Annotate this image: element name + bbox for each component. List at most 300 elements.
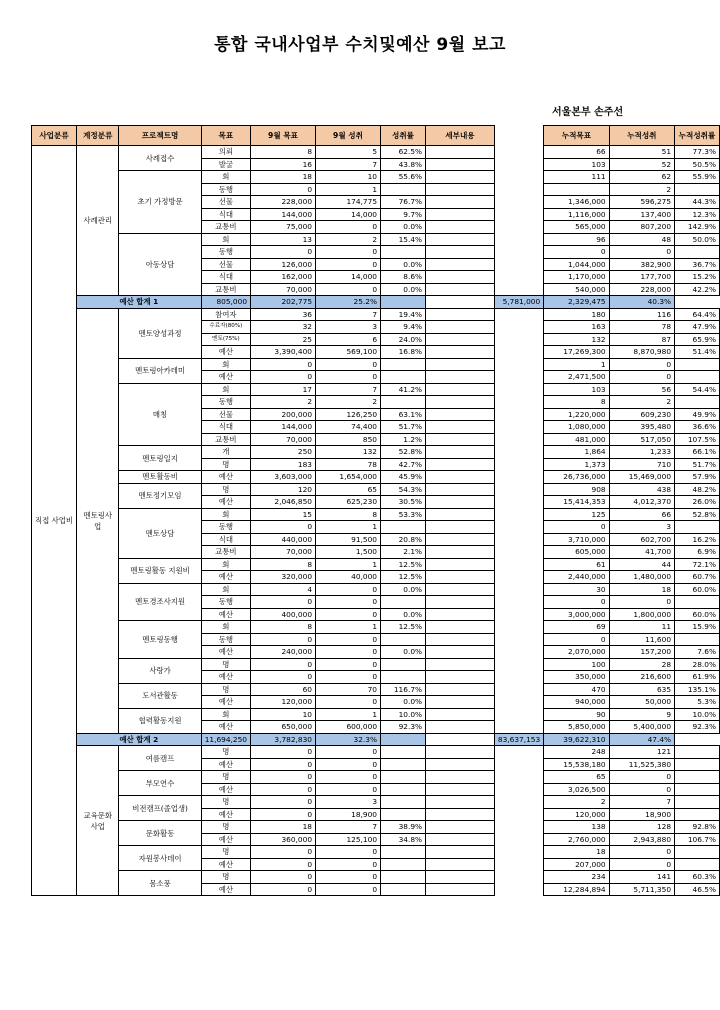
gap-cell <box>494 533 543 546</box>
gap-cell <box>494 558 543 571</box>
value-cell: 360,000 <box>251 833 316 846</box>
value-cell: 103 <box>544 158 609 171</box>
value-cell <box>426 196 495 209</box>
project-name-cell: 매칭 <box>119 383 201 446</box>
value-cell: 7.6% <box>675 646 720 659</box>
gap-cell <box>494 196 543 209</box>
value-cell <box>426 421 495 434</box>
gap-cell <box>494 371 543 384</box>
table-row <box>32 146 720 159</box>
value-cell: 0 <box>609 358 674 371</box>
value-cell: 0.0% <box>381 646 426 659</box>
header-cell: 프로젝트명 <box>119 126 201 146</box>
value-cell: 2 <box>609 396 674 409</box>
value-cell: 481,000 <box>544 433 609 446</box>
subtotal-cell: 40.3% <box>609 296 674 309</box>
project-name-cell: 초기 가정방문 <box>119 171 201 234</box>
metric-label-cell: 회 <box>201 383 250 396</box>
value-cell <box>426 283 495 296</box>
value-cell: 162,000 <box>251 271 316 284</box>
value-cell: 41.2% <box>381 383 426 396</box>
header-cell: 누적목표 <box>544 126 609 146</box>
value-cell <box>381 658 426 671</box>
value-cell: 125 <box>544 508 609 521</box>
metric-label-cell: 동행 <box>201 396 250 409</box>
value-cell: 1 <box>316 521 381 534</box>
value-cell <box>426 496 495 509</box>
value-cell: 132 <box>316 446 381 459</box>
value-cell: 625,230 <box>316 496 381 509</box>
value-cell: 15.9% <box>675 621 720 634</box>
value-cell: 9.4% <box>381 321 426 334</box>
value-cell: 42.7% <box>381 458 426 471</box>
subtotal-cell: 3,782,830 <box>251 733 316 746</box>
value-cell: 850 <box>316 433 381 446</box>
project-name-cell: 멘토링일지 <box>119 446 201 471</box>
value-cell <box>426 146 495 159</box>
value-cell: 125,100 <box>316 833 381 846</box>
value-cell <box>381 771 426 784</box>
value-cell: 400,000 <box>251 608 316 621</box>
value-cell <box>426 621 495 634</box>
value-cell: 228,000 <box>251 196 316 209</box>
value-cell: 74,400 <box>316 421 381 434</box>
table-row <box>32 658 720 671</box>
value-cell: 635 <box>609 683 674 696</box>
value-cell: 0 <box>251 858 316 871</box>
value-cell: 50.0% <box>675 233 720 246</box>
value-cell: 51.4% <box>675 346 720 359</box>
value-cell: 51 <box>609 146 674 159</box>
value-cell: 2,471,500 <box>544 371 609 384</box>
value-cell: 87 <box>609 333 674 346</box>
value-cell: 7 <box>316 158 381 171</box>
value-cell: 1,864 <box>544 446 609 459</box>
value-cell: 96 <box>544 233 609 246</box>
value-cell: 1,116,000 <box>544 208 609 221</box>
metric-label-cell: 예산 <box>201 646 250 659</box>
value-cell: 128 <box>609 821 674 834</box>
metric-label-cell: 명 <box>201 771 250 784</box>
value-cell: 565,000 <box>544 221 609 234</box>
value-cell <box>381 183 426 196</box>
value-cell: 0 <box>316 283 381 296</box>
value-cell <box>381 758 426 771</box>
value-cell: 18 <box>609 583 674 596</box>
value-cell <box>426 821 495 834</box>
value-cell <box>381 808 426 821</box>
header-cell: 누적성취 <box>609 126 674 146</box>
value-cell: 18 <box>251 821 316 834</box>
value-cell: 0 <box>544 596 609 609</box>
value-cell: 15,414,353 <box>544 496 609 509</box>
value-cell: 605,000 <box>544 546 609 559</box>
value-cell <box>426 158 495 171</box>
gap-cell <box>494 658 543 671</box>
metric-label-cell: 동행 <box>201 246 250 259</box>
value-cell: 61 <box>544 558 609 571</box>
subtotal-cell: 32.3% <box>316 733 381 746</box>
value-cell: 30.5% <box>381 496 426 509</box>
value-cell: 177,700 <box>609 271 674 284</box>
value-cell: 132 <box>544 333 609 346</box>
metric-label-cell: 회 <box>201 558 250 571</box>
value-cell <box>426 846 495 859</box>
gap-cell <box>494 421 543 434</box>
value-cell: 0 <box>316 883 381 896</box>
gap-cell <box>494 883 543 896</box>
value-cell: 1,480,000 <box>609 571 674 584</box>
value-cell: 16 <box>251 158 316 171</box>
gap-cell <box>494 126 543 146</box>
value-cell: 116 <box>609 308 674 321</box>
value-cell <box>381 796 426 809</box>
value-cell: 0 <box>251 596 316 609</box>
value-cell: 18,900 <box>316 808 381 821</box>
gap-cell <box>494 708 543 721</box>
gap-cell <box>494 758 543 771</box>
value-cell: 3,000,000 <box>544 608 609 621</box>
gap-cell <box>426 733 495 746</box>
value-cell: 4 <box>251 583 316 596</box>
value-cell: 52.8% <box>675 508 720 521</box>
table-row <box>32 846 720 859</box>
value-cell: 0 <box>316 671 381 684</box>
value-cell: 92.3% <box>381 721 426 734</box>
subtotal-label: 예산 합계 1 <box>77 296 202 309</box>
value-cell: 0 <box>316 746 381 759</box>
value-cell <box>381 521 426 534</box>
value-cell: 0 <box>251 358 316 371</box>
value-cell <box>675 396 720 409</box>
value-cell: 0 <box>609 596 674 609</box>
value-cell: 0 <box>316 871 381 884</box>
value-cell: 207,000 <box>544 858 609 871</box>
value-cell: 0 <box>609 846 674 859</box>
metric-label-cell: 발굴 <box>201 158 250 171</box>
value-cell: 0 <box>316 846 381 859</box>
table-row <box>32 446 720 459</box>
value-cell: 10.0% <box>381 708 426 721</box>
value-cell <box>426 546 495 559</box>
value-cell: 92.3% <box>675 721 720 734</box>
project-name-cell: 몸소풍 <box>119 871 201 896</box>
value-cell <box>675 758 720 771</box>
value-cell: 470 <box>544 683 609 696</box>
value-cell: 1 <box>316 183 381 196</box>
value-cell: 2,760,000 <box>544 833 609 846</box>
gap-cell <box>494 858 543 871</box>
metric-label-cell: 회 <box>201 621 250 634</box>
value-cell: 60 <box>251 683 316 696</box>
subtotal-cell: 47.4% <box>609 733 674 746</box>
value-cell: 120,000 <box>544 808 609 821</box>
project-name-cell: 부모연수 <box>119 771 201 796</box>
gap-cell <box>494 546 543 559</box>
biz-category-cell: 직접 사업비 <box>32 146 77 896</box>
metric-label-cell: 예산 <box>201 858 250 871</box>
value-cell: 15.2% <box>675 271 720 284</box>
value-cell <box>381 596 426 609</box>
value-cell <box>675 796 720 809</box>
value-cell: 0.0% <box>381 283 426 296</box>
gap-cell <box>494 171 543 184</box>
value-cell: 1,373 <box>544 458 609 471</box>
value-cell: 135.1% <box>675 683 720 696</box>
value-cell: 600,000 <box>316 721 381 734</box>
value-cell: 9.7% <box>381 208 426 221</box>
metric-label-cell: 회 <box>201 708 250 721</box>
value-cell: 44.3% <box>675 196 720 209</box>
value-cell: 0 <box>544 633 609 646</box>
value-cell <box>675 858 720 871</box>
gap-cell <box>494 846 543 859</box>
metric-label-cell: 회 <box>201 358 250 371</box>
value-cell: 10 <box>251 708 316 721</box>
value-cell <box>675 358 720 371</box>
gap-cell <box>494 796 543 809</box>
value-cell: 5,400,000 <box>609 721 674 734</box>
value-cell: 240,000 <box>251 646 316 659</box>
value-cell: 137,400 <box>609 208 674 221</box>
metric-label-cell: 수료자(80%) <box>201 321 250 334</box>
value-cell: 100 <box>544 658 609 671</box>
value-cell: 60.7% <box>675 571 720 584</box>
metric-label-cell: 명 <box>201 658 250 671</box>
value-cell: 25 <box>251 333 316 346</box>
gap-cell <box>494 433 543 446</box>
value-cell: 12.5% <box>381 571 426 584</box>
value-cell: 650,000 <box>251 721 316 734</box>
subtotal-cell: 2,329,475 <box>544 296 609 309</box>
value-cell: 32 <box>251 321 316 334</box>
gap-cell <box>494 183 543 196</box>
value-cell: 382,900 <box>609 258 674 271</box>
value-cell: 2,440,000 <box>544 571 609 584</box>
gap-cell <box>494 621 543 634</box>
value-cell: 1 <box>316 708 381 721</box>
value-cell: 64.4% <box>675 308 720 321</box>
value-cell: 144,000 <box>251 421 316 434</box>
value-cell: 66.1% <box>675 446 720 459</box>
value-cell: 126,000 <box>251 258 316 271</box>
value-cell: 3 <box>316 796 381 809</box>
metric-label-cell: 동행 <box>201 596 250 609</box>
header-cell: 계정분류 <box>77 126 119 146</box>
metric-label-cell: 명 <box>201 746 250 759</box>
table-row <box>32 796 720 809</box>
value-cell: 120,000 <box>251 696 316 709</box>
value-cell <box>426 408 495 421</box>
value-cell: 75,000 <box>251 221 316 234</box>
value-cell <box>426 758 495 771</box>
metric-label-cell: 식대 <box>201 533 250 546</box>
subtotal-cell: 39,622,310 <box>544 733 609 746</box>
account-category-cell: 멘토링사업 <box>77 308 119 733</box>
value-cell: 30 <box>544 583 609 596</box>
value-cell: 38.9% <box>381 821 426 834</box>
header-cell: 9월 성취 <box>316 126 381 146</box>
value-cell <box>426 446 495 459</box>
value-cell: 43.8% <box>381 158 426 171</box>
value-cell <box>426 708 495 721</box>
value-cell: 7 <box>316 308 381 321</box>
value-cell: 6.9% <box>675 546 720 559</box>
value-cell <box>544 183 609 196</box>
account-category-cell: 사례관리 <box>77 146 119 296</box>
value-cell: 141 <box>609 871 674 884</box>
value-cell: 0 <box>251 783 316 796</box>
subtotal-cell: 202,775 <box>251 296 316 309</box>
value-cell: 2,943,880 <box>609 833 674 846</box>
value-cell: 42.2% <box>675 283 720 296</box>
value-cell: 10 <box>316 171 381 184</box>
value-cell <box>426 746 495 759</box>
value-cell: 60.0% <box>675 583 720 596</box>
value-cell <box>426 221 495 234</box>
metric-label-cell: 동행 <box>201 633 250 646</box>
value-cell <box>675 183 720 196</box>
gap-cell <box>494 458 543 471</box>
value-cell <box>426 183 495 196</box>
value-cell: 55.9% <box>675 171 720 184</box>
gap-cell <box>494 608 543 621</box>
gap-cell <box>494 508 543 521</box>
table-body <box>32 146 720 896</box>
header-cell: 사업분류 <box>32 126 77 146</box>
value-cell: 78 <box>609 321 674 334</box>
metric-label-cell: 교통비 <box>201 433 250 446</box>
value-cell: 10.0% <box>675 708 720 721</box>
value-cell <box>381 783 426 796</box>
value-cell: 710 <box>609 458 674 471</box>
value-cell: 138 <box>544 821 609 834</box>
table-row <box>32 746 720 759</box>
value-cell: 0 <box>251 183 316 196</box>
value-cell <box>675 783 720 796</box>
value-cell: 0 <box>251 771 316 784</box>
gap-cell <box>494 446 543 459</box>
value-cell: 200,000 <box>251 408 316 421</box>
value-cell: 26,736,000 <box>544 471 609 484</box>
budget-table <box>31 125 720 896</box>
metric-label-cell: 예산 <box>201 608 250 621</box>
value-cell: 18,900 <box>609 808 674 821</box>
value-cell: 0 <box>316 783 381 796</box>
value-cell: 3,026,500 <box>544 783 609 796</box>
value-cell: 0.0% <box>381 608 426 621</box>
author-label: 서울본부 손주선 <box>552 107 624 118</box>
value-cell: 157,200 <box>609 646 674 659</box>
value-cell <box>381 883 426 896</box>
gap-cell <box>494 746 543 759</box>
value-cell: 63.1% <box>381 408 426 421</box>
value-cell <box>675 746 720 759</box>
value-cell: 70,000 <box>251 433 316 446</box>
value-cell: 12.5% <box>381 558 426 571</box>
metric-label-cell: 선물 <box>201 258 250 271</box>
table-row <box>32 308 720 321</box>
table-row <box>32 508 720 521</box>
metric-label-cell: 예산 <box>201 371 250 384</box>
value-cell: 0 <box>251 521 316 534</box>
value-cell <box>426 483 495 496</box>
value-cell <box>426 871 495 884</box>
header-cell: 성취률 <box>381 126 426 146</box>
value-cell: 0.0% <box>381 258 426 271</box>
metric-label-cell: 식대 <box>201 208 250 221</box>
metric-label-cell: 예산 <box>201 496 250 509</box>
gap-cell <box>494 146 543 159</box>
metric-label-cell: 교통비 <box>201 221 250 234</box>
metric-label-cell: 참여자 <box>201 308 250 321</box>
header-row <box>32 126 720 146</box>
value-cell <box>426 796 495 809</box>
gap-cell <box>494 258 543 271</box>
value-cell: 517,050 <box>609 433 674 446</box>
project-name-cell: 멘토정기모임 <box>119 483 201 508</box>
value-cell: 0.0% <box>381 221 426 234</box>
value-cell: 320,000 <box>251 571 316 584</box>
value-cell: 1,044,000 <box>544 258 609 271</box>
metric-label-cell: 예산 <box>201 833 250 846</box>
table-row <box>32 558 720 571</box>
value-cell: 11 <box>609 621 674 634</box>
value-cell: 569,100 <box>316 346 381 359</box>
value-cell: 57.9% <box>675 471 720 484</box>
value-cell <box>426 633 495 646</box>
value-cell: 14,000 <box>316 271 381 284</box>
value-cell: 216,600 <box>609 671 674 684</box>
gap-cell <box>494 233 543 246</box>
value-cell: 144,000 <box>251 208 316 221</box>
gap-cell <box>494 871 543 884</box>
value-cell <box>675 771 720 784</box>
project-name-cell: 멘토상담 <box>119 508 201 558</box>
header-cell: 세부내용 <box>426 126 495 146</box>
value-cell: 3,603,000 <box>251 471 316 484</box>
subtotal-cell: 83,637,153 <box>494 733 543 746</box>
subtotal-label: 예산 합계 2 <box>77 733 202 746</box>
subtotal-cell: 805,000 <box>201 296 250 309</box>
project-name-cell: 사례접수 <box>119 146 201 171</box>
value-cell: 0 <box>316 858 381 871</box>
project-name-cell: 멘토링활동 지원비 <box>119 558 201 583</box>
value-cell: 1 <box>316 558 381 571</box>
metric-label-cell: 명 <box>201 821 250 834</box>
value-cell: 14,000 <box>316 208 381 221</box>
value-cell: 438 <box>609 483 674 496</box>
value-cell: 92.8% <box>675 821 720 834</box>
value-cell: 15 <box>251 508 316 521</box>
value-cell: 1.2% <box>381 433 426 446</box>
value-cell <box>426 258 495 271</box>
value-cell: 52 <box>609 158 674 171</box>
metric-label-cell: 교통비 <box>201 546 250 559</box>
gap-cell <box>426 296 495 309</box>
gap-cell <box>494 271 543 284</box>
value-cell <box>426 771 495 784</box>
gap-cell <box>494 383 543 396</box>
value-cell: 0 <box>251 883 316 896</box>
value-cell: 8.6% <box>381 271 426 284</box>
value-cell <box>426 558 495 571</box>
gap-cell <box>494 396 543 409</box>
gap-cell <box>494 821 543 834</box>
value-cell: 0 <box>251 846 316 859</box>
value-cell: 350,000 <box>544 671 609 684</box>
value-cell <box>426 571 495 584</box>
